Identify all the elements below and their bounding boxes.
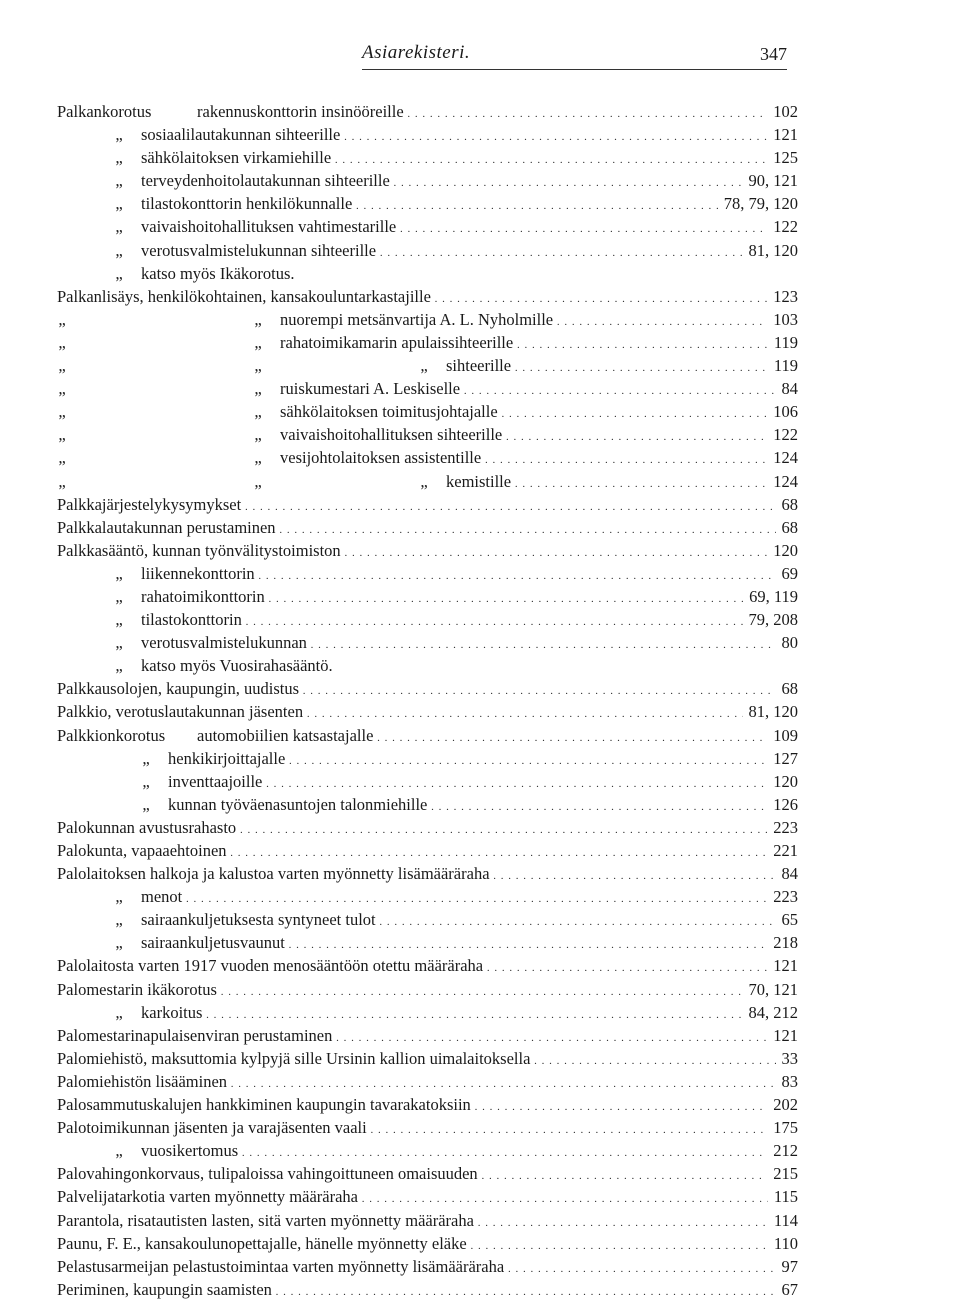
index-entry xyxy=(0,1116,960,1139)
page-reference: 90, 121 xyxy=(743,169,799,192)
ditto-mark: „ xyxy=(58,448,66,468)
entry-heading: Palkankorotus xyxy=(57,102,152,121)
ditto-mark: „ xyxy=(115,563,123,583)
index-entry xyxy=(0,446,960,469)
entry-subheading: tilastokonttorin . . . xyxy=(141,608,798,634)
index-entry xyxy=(0,123,960,146)
index-entry xyxy=(0,700,960,723)
entry-heading: Palotoimikunnan jäsenten ja varajäsenten vaali . . . xyxy=(57,1116,798,1142)
index-entry xyxy=(0,770,960,793)
page-reference: 124 xyxy=(767,470,798,493)
page-reference: 68 xyxy=(776,677,799,700)
ditto-mark: „ xyxy=(142,771,150,791)
entry-subheading: sähkölaitoksen toimitusjohtajalle . . . xyxy=(280,400,798,426)
index-entry xyxy=(0,377,960,400)
page-reference: 202 xyxy=(767,1093,798,1116)
page-reference: 223 xyxy=(767,816,798,839)
index-entry xyxy=(0,839,960,862)
ditto-mark: „ xyxy=(254,425,262,445)
index-entry xyxy=(0,654,960,677)
page-reference: 84 xyxy=(776,862,799,885)
entry-subheading: rahatoimikamarin apulaissihteerille . . . xyxy=(280,331,798,357)
index-entry xyxy=(0,1232,960,1255)
ditto-mark: „ xyxy=(115,887,123,907)
index-entry xyxy=(0,631,960,654)
index-entry xyxy=(0,331,960,354)
ditto-mark: „ xyxy=(115,933,123,953)
entry-subheading: kunnan työväenasuntojen talonmiehille . . . xyxy=(168,793,798,819)
entry-subheading: inventtaajoille . . . xyxy=(168,770,798,796)
page-reference: 127 xyxy=(767,747,798,770)
page-reference: 121 xyxy=(767,954,798,977)
index-entry xyxy=(0,400,960,423)
ditto-mark: „ xyxy=(115,656,123,676)
index-entry xyxy=(0,885,960,908)
page-reference: 125 xyxy=(767,146,798,169)
entry-heading: Palolaitoksen halkoja ja kalustoa varten myönnetty lisämääräraha . . . xyxy=(57,862,798,888)
entry-subheading: karkoitus . . . xyxy=(141,1001,798,1027)
page-reference: 70, 121 xyxy=(743,978,799,1001)
entry-subheading: vaivaishoitohallituksen vahtimestarille . . . xyxy=(141,215,798,241)
entry-subheading: liikennekonttorin . . . xyxy=(141,562,798,588)
entry-subheading: katso myös Ikäkorotus. xyxy=(141,263,295,283)
page-reference: 110 xyxy=(768,1232,798,1255)
index-entry xyxy=(0,1209,960,1232)
entry-subheading: sähkölaitoksen virkamiehille . . . xyxy=(141,146,798,172)
index-entry xyxy=(0,585,960,608)
page-reference: 175 xyxy=(767,1116,798,1139)
entry-heading: Palkkasääntö, kunnan työnvälitystoimiston . . . xyxy=(57,539,798,565)
ditto-mark: „ xyxy=(142,748,150,768)
ditto-mark: „ xyxy=(254,402,262,422)
page-reference: 83 xyxy=(776,1070,799,1093)
ditto-mark: „ xyxy=(115,240,123,260)
ditto-mark: „ xyxy=(254,448,262,468)
index-entry xyxy=(0,908,960,931)
ditto-mark: „ xyxy=(115,125,123,145)
entry-subheading: sosiaalilautakunnan sihteerille . . . xyxy=(141,123,798,149)
ditto-mark: „ xyxy=(115,194,123,214)
index-entry xyxy=(0,1001,960,1024)
page-reference: 80 xyxy=(776,631,799,654)
ditto-mark: „ xyxy=(115,610,123,630)
index-entry xyxy=(0,169,960,192)
ditto-mark: „ xyxy=(254,332,262,352)
entry-subheading: rahatoimikonttorin . . . xyxy=(141,585,798,611)
ditto-mark: „ xyxy=(58,471,66,491)
page-reference: 121 xyxy=(767,1024,798,1047)
index-entry xyxy=(0,793,960,816)
page-reference: 65 xyxy=(776,908,799,931)
index-entry xyxy=(0,724,960,747)
ditto-mark: „ xyxy=(254,471,262,491)
page-reference: 68 xyxy=(776,493,799,516)
entry-heading: Parantola, risatautisten lasten, sitä varten myönnetty määräraha . . . xyxy=(57,1209,798,1235)
index-entry xyxy=(0,1093,960,1116)
index-entry xyxy=(0,493,960,516)
entry-subheading: henkikirjoittajalle . . . xyxy=(168,747,798,773)
ditto-mark: „ xyxy=(115,1141,123,1161)
entry-heading: Palosammutuskalujen hankkiminen kaupungin tavarakatoksiin . . . xyxy=(57,1093,798,1119)
ditto-mark: „ xyxy=(58,402,66,422)
entry-subheading: vesijohtolaitoksen assistentille . . . xyxy=(280,446,798,472)
index-entry xyxy=(0,1070,960,1093)
ditto-mark: „ xyxy=(254,309,262,329)
entry-subheading: ruiskumestari A. Leskiselle . . . xyxy=(280,377,798,403)
page-reference: 84 xyxy=(776,377,799,400)
ditto-mark: „ xyxy=(58,379,66,399)
index-entry xyxy=(0,1162,960,1185)
entry-heading: Palvelijatarkotia varten myönnetty määräraha . . . xyxy=(57,1185,798,1211)
page-reference: 114 xyxy=(768,1209,798,1232)
page-reference: 81, 120 xyxy=(743,700,799,723)
page-reference: 67 xyxy=(776,1278,799,1301)
index-entry xyxy=(0,1047,960,1070)
page-reference: 102 xyxy=(767,100,798,123)
page-reference: 78, 79, 120 xyxy=(718,192,798,215)
page-reference: 115 xyxy=(768,1185,798,1208)
page-reference: 223 xyxy=(767,885,798,908)
ditto-mark: „ xyxy=(58,425,66,445)
page-reference: 84, 212 xyxy=(743,1001,799,1024)
entry-heading: Palomestarinapulaisenviran perustaminen . . . xyxy=(57,1024,798,1050)
page-reference: 97 xyxy=(776,1255,799,1278)
page-reference: 69 xyxy=(776,562,799,585)
page-reference: 122 xyxy=(767,215,798,238)
entry-subheading: sihteerille . . . xyxy=(446,354,798,380)
page-number: 347 xyxy=(760,44,787,64)
ditto-mark: „ xyxy=(58,332,66,352)
header-rule xyxy=(362,69,787,70)
ditto-mark: „ xyxy=(58,309,66,329)
index-entry xyxy=(0,1139,960,1162)
page-reference: 120 xyxy=(767,770,798,793)
entry-heading: Palolaitosta varten 1917 vuoden menosääntöön otettu määräraha . . . xyxy=(57,954,798,980)
ditto-mark: „ xyxy=(115,171,123,191)
ditto-mark: „ xyxy=(142,794,150,814)
entry-subheading: menot . . . xyxy=(141,885,798,911)
index-entry xyxy=(0,816,960,839)
ditto-mark: „ xyxy=(115,217,123,237)
ditto-mark: „ xyxy=(115,1002,123,1022)
page-reference: 124 xyxy=(767,446,798,469)
page-reference: 221 xyxy=(767,839,798,862)
page-header xyxy=(0,42,960,72)
page-reference: 119 xyxy=(768,354,798,377)
entry-heading: Periminen, kaupungin saamisten . . . xyxy=(57,1278,798,1304)
index-entry xyxy=(0,1024,960,1047)
entry-heading: Palkanlisäys, henkilökohtainen, kansakouluntarkastajille . . . xyxy=(57,285,798,311)
entry-subheading: verotusvalmistelukunnan sihteerille . . . xyxy=(141,239,798,265)
index-entry xyxy=(0,1185,960,1208)
entry-subheading: katso myös Vuosirahasääntö. xyxy=(141,656,333,676)
ditto-mark: „ xyxy=(254,379,262,399)
ditto-mark: „ xyxy=(420,356,428,376)
entry-heading: Pelastusarmeijan pelastustoimintaa varten myönnetty lisämääräraha . . . xyxy=(57,1255,798,1281)
page-reference: 121 xyxy=(767,123,798,146)
entry-heading: Palomestarin ikäkorotus . . . xyxy=(57,978,798,1004)
index-entry xyxy=(0,747,960,770)
index-entry xyxy=(0,608,960,631)
index-entry xyxy=(0,192,960,215)
entry-subheading: vuosikertomus . . . xyxy=(141,1139,798,1165)
index-entry xyxy=(0,354,960,377)
page-reference: 79, 208 xyxy=(743,608,799,631)
entry-heading: Palokunta, vapaaehtoinen . . . xyxy=(57,839,798,865)
index-entry xyxy=(0,239,960,262)
index-entry xyxy=(0,100,960,123)
index-entry xyxy=(0,862,960,885)
ditto-mark: „ xyxy=(58,356,66,376)
entry-heading: Palomiehistön lisääminen . . . xyxy=(57,1070,798,1096)
page-reference: 103 xyxy=(767,308,798,331)
index-entry xyxy=(0,215,960,238)
page-reference: 215 xyxy=(767,1162,798,1185)
ditto-mark: „ xyxy=(420,471,428,491)
entry-subheading: nuorempi metsänvartija A. L. Nyholmille . . . xyxy=(280,308,798,334)
ditto-mark: „ xyxy=(115,586,123,606)
index-entry xyxy=(0,423,960,446)
entry-subheading: sairaankuljetusvaunut . . . xyxy=(141,931,798,957)
page-reference: 122 xyxy=(767,423,798,446)
index-entry xyxy=(0,262,960,285)
index-entry xyxy=(0,677,960,700)
entry-heading: Palomiehistö, maksuttomia kylpyjä sille Ursinin kallion uimalaitoksella . . . xyxy=(57,1047,798,1073)
page-reference: 212 xyxy=(767,1139,798,1162)
ditto-mark: „ xyxy=(115,148,123,168)
running-head: Asiarekisteri. xyxy=(362,42,471,63)
index-entry xyxy=(0,308,960,331)
entry-subheading: kemistille . . . xyxy=(446,470,798,496)
page-reference: 126 xyxy=(767,793,798,816)
index-entry xyxy=(0,539,960,562)
page-reference: 69, 119 xyxy=(743,585,798,608)
index-entry xyxy=(0,1278,960,1301)
index-entries xyxy=(0,100,960,1301)
entry-heading: Paunu, F. E., kansakoulunopettajalle, hänelle myönnetty eläke . . . xyxy=(57,1232,798,1258)
entry-subheading: sairaankuljetuksesta syntyneet tulot . . . xyxy=(141,908,798,934)
index-entry xyxy=(0,562,960,585)
index-entry xyxy=(0,931,960,954)
index-entry xyxy=(0,146,960,169)
entry-heading: Palkkio, verotuslautakunnan jäsenten . . . xyxy=(57,700,798,726)
page-reference: 109 xyxy=(767,724,798,747)
index-entry xyxy=(0,1255,960,1278)
entry-subheading: terveydenhoitolautakunnan sihteerille . . . xyxy=(141,169,798,195)
entry-subheading: rakennuskonttorin insinööreille . . . xyxy=(197,100,798,126)
page-reference: 106 xyxy=(767,400,798,423)
page-reference: 120 xyxy=(767,539,798,562)
index-entry xyxy=(0,978,960,1001)
entry-subheading: vaivaishoitohallituksen sihteerille . . . xyxy=(280,423,798,449)
index-entry xyxy=(0,516,960,539)
ditto-mark: „ xyxy=(254,356,262,376)
ditto-mark: „ xyxy=(115,263,123,283)
page-reference: 81, 120 xyxy=(743,239,799,262)
page-reference: 119 xyxy=(768,331,798,354)
ditto-mark: „ xyxy=(115,633,123,653)
index-entry xyxy=(0,954,960,977)
page-reference: 68 xyxy=(776,516,799,539)
entry-subheading: automobiilien katsastajalle . . . xyxy=(197,724,798,750)
page-reference: 218 xyxy=(767,931,798,954)
page-reference: 33 xyxy=(776,1047,799,1070)
index-entry xyxy=(0,470,960,493)
entry-subheading: tilastokonttorin henkilökunnalle . . . xyxy=(141,192,798,218)
entry-heading: Palovahingonkorvaus, tulipaloissa vahingoittuneen omaisuuden . . . xyxy=(57,1162,798,1188)
ditto-mark: „ xyxy=(115,910,123,930)
entry-heading: Palkkionkorotus xyxy=(57,725,166,745)
entry-subheading: verotusvalmistelukunnan . . . xyxy=(141,631,798,657)
entry-heading: Palkkausolojen, kaupungin, uudistus . . . xyxy=(57,677,798,703)
entry-heading: Palkkalautakunnan perustaminen . . . xyxy=(57,516,798,542)
entry-heading: Palkkajärjestelykysymykset . . . xyxy=(57,493,798,519)
entry-heading: Palokunnan avustusrahasto . . . xyxy=(57,816,798,842)
index-entry xyxy=(0,285,960,308)
page-reference: 123 xyxy=(767,285,798,308)
